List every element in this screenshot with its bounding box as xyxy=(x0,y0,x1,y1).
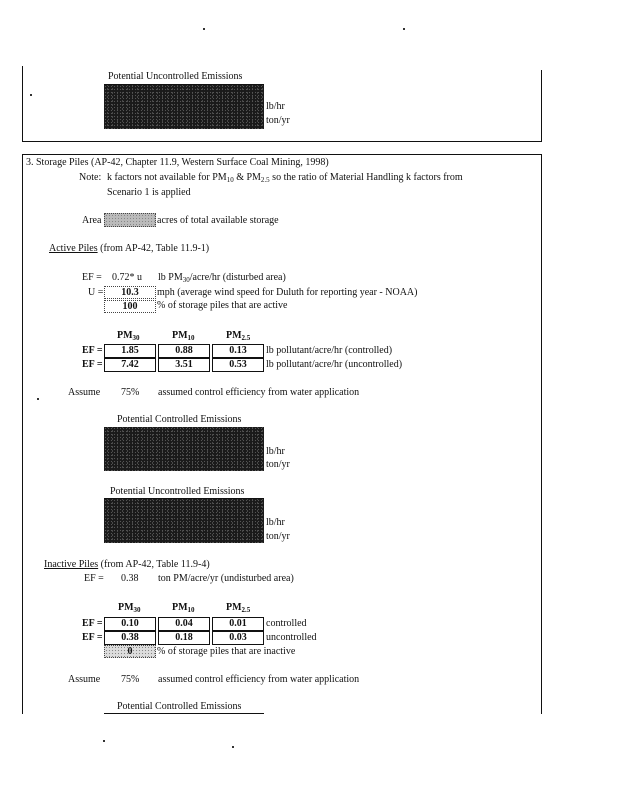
note-line-2: Scenario 1 is applied xyxy=(107,187,191,198)
area-suffix: acres of total available storage xyxy=(157,215,279,226)
active-cell: 0.53 xyxy=(212,358,264,372)
unit-lb-hr: lb/hr xyxy=(266,101,285,112)
active-cell: 3.51 xyxy=(158,358,210,372)
inactive-row-label: EF = xyxy=(82,632,103,643)
active-pct-value-box: 100 xyxy=(104,300,156,313)
inactive-assume-label: Assume xyxy=(68,674,101,685)
active-header-pm10: $PM_{10}$ xyxy=(172,330,195,342)
active-assume-label: Assume xyxy=(68,387,101,398)
inactive-row-label: EF = xyxy=(82,618,103,629)
redacted-value-block xyxy=(104,85,264,129)
inactive-pct-value-box: 0 xyxy=(104,645,156,658)
area-label: Area xyxy=(82,215,102,226)
inactive-assume-desc: assumed control efficiency from water application xyxy=(158,674,360,685)
scan-speck xyxy=(30,94,32,96)
top-uncontrolled-heading: Potential Uncontrolled Emissions xyxy=(108,71,243,82)
inactive-header-pm10: $PM_{10}$ xyxy=(172,602,195,614)
inactive-row-desc: controlled xyxy=(266,618,307,629)
note-label: Note: xyxy=(79,172,102,183)
inactive-cell: 0.18 xyxy=(158,631,210,645)
active-ef-label: EF = xyxy=(82,272,102,283)
unit-ton-yr: ton/yr xyxy=(266,115,290,126)
inactive-row-desc: uncontrolled xyxy=(266,632,317,643)
active-cell: 1.85 xyxy=(104,344,156,358)
active-u-label: U = xyxy=(88,287,104,298)
inactive-cell: 0.01 xyxy=(212,617,264,631)
section-divider xyxy=(22,141,542,142)
inactive-header-pm30: $PM_{30}$ xyxy=(118,602,141,614)
scan-speck xyxy=(37,398,39,400)
active-ef-unit: lb $PM_{30}/acre/hr$ (disturbed area) xyxy=(158,272,286,284)
active-ef-formula: 0.72* u xyxy=(112,272,142,283)
scan-speck xyxy=(103,740,105,742)
active-piles-heading: Active Piles (from AP-42, Table 11.9-1) xyxy=(49,243,210,254)
inactive-ef-label: EF = xyxy=(84,573,104,584)
unit-lb-hr: lb/hr xyxy=(266,446,285,457)
unit-lb-hr: lb/hr xyxy=(266,517,285,528)
frame-right xyxy=(541,70,542,142)
active-cell: 0.88 xyxy=(158,344,210,358)
inactive-assume-value: 75% xyxy=(121,674,140,685)
active-row-label: EF = xyxy=(82,359,103,370)
inactive-cell: 0.10 xyxy=(104,617,156,631)
section-left-border xyxy=(22,154,23,714)
active-row-label: EF = xyxy=(82,345,103,356)
scan-speck xyxy=(203,28,205,30)
active-header-pm30: $PM_{30}$ xyxy=(117,330,140,342)
inactive-piles-heading: Inactive Piles (from AP-42, Table 11.9-4) xyxy=(44,559,210,570)
inactive-cell: 0.03 xyxy=(212,631,264,645)
inactive-controlled-heading: Potential Controlled Emissions xyxy=(117,701,242,712)
active-assume-desc: assumed control efficiency from water application xyxy=(158,387,360,398)
redacted-value-block xyxy=(104,499,264,543)
area-value-box xyxy=(104,213,156,227)
inactive-cell: 0.38 xyxy=(104,631,156,645)
active-row-desc: lb pollutant/acre/hr (uncontrolled) xyxy=(266,359,403,370)
heading-underline xyxy=(104,713,264,714)
scan-speck xyxy=(403,28,405,30)
inactive-header-pm25: $PM_{2.5}$ xyxy=(226,602,251,614)
section-right-border xyxy=(541,154,542,714)
active-uncontrolled-heading: Potential Uncontrolled Emissions xyxy=(110,486,245,497)
note-line-1: k factors not available for $PM_{10}$ & $PM_{2.5}$ so the ratio of Material Handling k factors from xyxy=(107,172,463,184)
unit-ton-yr: ton/yr xyxy=(266,531,290,542)
active-header-pm25: $PM_{2.5}$ xyxy=(226,330,251,342)
inactive-cell: 0.04 xyxy=(158,617,210,631)
section-top-border xyxy=(22,154,542,155)
active-controlled-heading: Potential Controlled Emissions xyxy=(117,414,242,425)
inactive-pct-desc: % of storage piles that are inactive xyxy=(157,646,296,657)
inactive-ef-desc: ton PM/acre/yr (undisturbed area) xyxy=(158,573,294,584)
active-cell: 7.42 xyxy=(104,358,156,372)
active-u-value-box: 10.3 xyxy=(104,286,156,299)
frame-left xyxy=(22,66,23,142)
scan-speck xyxy=(232,746,234,748)
inactive-ef-value: 0.38 xyxy=(121,573,139,584)
redacted-value-block xyxy=(104,427,264,471)
active-u-desc: mph (average wind speed for Duluth for reporting year - NOAA) xyxy=(157,287,418,298)
section-title: 3. Storage Piles (AP-42, Chapter 11.9, Western Surface Coal Mining, 1998) xyxy=(26,157,329,168)
active-assume-value: 75% xyxy=(121,387,140,398)
active-pct-desc: % of storage piles that are active xyxy=(157,300,288,311)
active-row-desc: lb pollutant/acre/hr (controlled) xyxy=(266,345,393,356)
active-cell: 0.13 xyxy=(212,344,264,358)
unit-ton-yr: ton/yr xyxy=(266,459,290,470)
